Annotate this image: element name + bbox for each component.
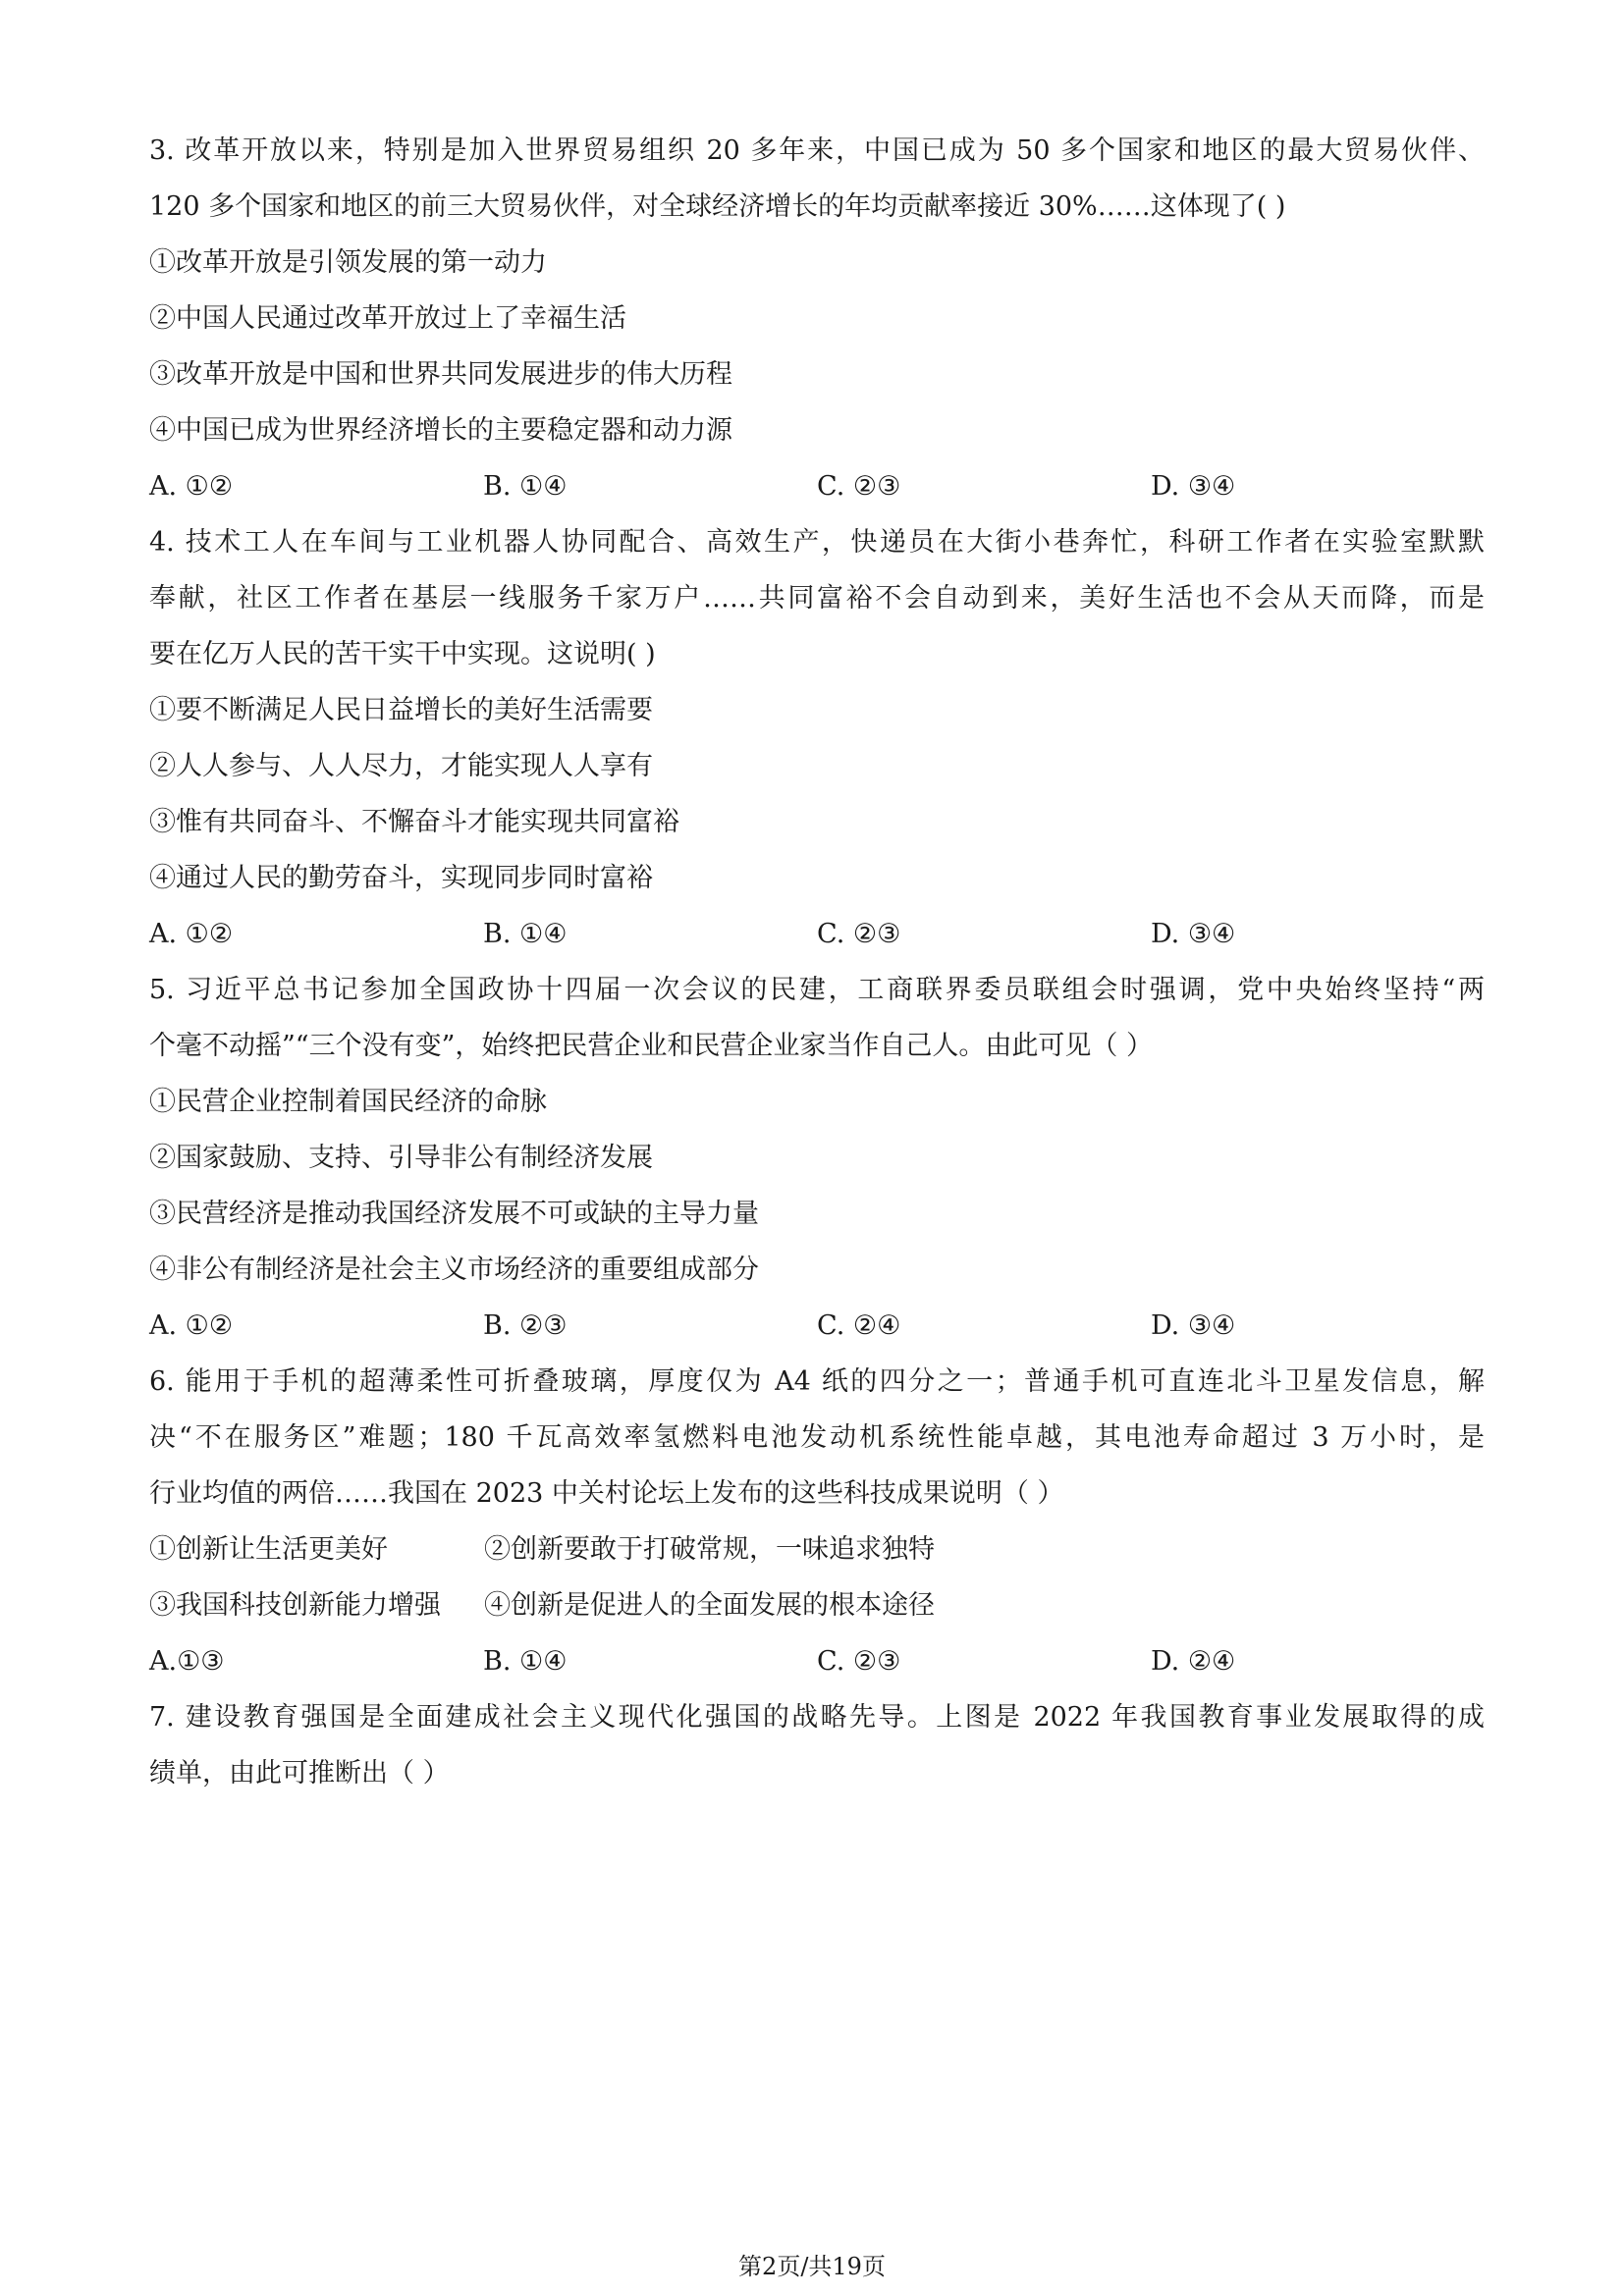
question-7: [149, 1689, 1485, 1801]
option-c: C. ②④: [817, 1310, 901, 1341]
option-a: A. ①②: [149, 1310, 234, 1341]
statement-item: ②中国人民通过改革开放过上了幸福生活: [149, 303, 626, 334]
question-stem-line: 3. 改革开放以来，特别是加入世界贸易组织 20 多年来，中国已成为 50 多个国家和地区的最大贸易伙伴、: [149, 135, 1485, 166]
statement-item: ②国家鼓励、支持、引导非公有制经济发展: [149, 1143, 653, 1173]
question-stem-line: 120 多个国家和地区的前三大贸易伙伴，对全球经济增长的年均贡献率接近 30%……这体现了( ): [149, 191, 1286, 222]
statement-item: ②人人参与、人人尽力，才能实现人人享有: [149, 751, 653, 781]
answer-options: [149, 1298, 1485, 1354]
question-stem-line: 行业均值的两倍……我国在 2023 中关村论坛上发布的这些科技成果说明（ ）: [149, 1478, 1064, 1509]
option-c: C. ②③: [817, 471, 901, 502]
question-stem-line: 7. 建设教育强国是全面建成社会主义现代化强国的战略先导。上图是 2022 年我国教育事业发展取得的成: [149, 1702, 1485, 1733]
question-stem-line: 6. 能用于手机的超薄柔性可折叠玻璃，厚度仅为 A4 纸的四分之一；普通手机可直连北斗卫星发信息，解: [149, 1366, 1485, 1397]
statement-pair: [149, 1577, 1485, 1633]
question-stem-line: 要在亿万人民的苦干实干中实现。这说明( ): [149, 639, 656, 669]
question-stem-line: 4. 技术工人在车间与工业机器人协同配合、高效生产，快递员在大街小巷奔忙，科研工作者在实验室默默: [149, 527, 1485, 558]
option-c: C. ②③: [817, 1646, 901, 1677]
answer-options: [149, 458, 1485, 514]
question-6: [149, 1354, 1485, 1689]
page-number-footer: 第2页/共19页: [738, 2253, 886, 2280]
statement-item: ①要不断满足人民日益增长的美好生活需要: [149, 695, 653, 725]
option-b: B. ①④: [483, 471, 568, 502]
statement-item: ③我国科技创新能力增强: [149, 1590, 441, 1621]
option-d: D. ③④: [1151, 471, 1236, 502]
question-3: [149, 123, 1485, 514]
option-d: D. ③④: [1151, 919, 1236, 949]
answer-options: [149, 1633, 1485, 1689]
option-a: A. ①②: [149, 471, 234, 502]
statement-item: ②创新要敢于打破常规，一味追求独特: [484, 1534, 935, 1565]
option-b: B. ①④: [483, 919, 568, 949]
question-5: [149, 962, 1485, 1354]
question-stem-line: 决“不在服务区”难题；180 千瓦高效率氢燃料电池发动机系统性能卓越，其电池寿命超过 3 万小时，是: [149, 1422, 1485, 1453]
option-d: D. ③④: [1151, 1310, 1236, 1341]
option-a: A. ①②: [149, 919, 234, 949]
question-stem-line: 绩单，由此可推断出（ ）: [149, 1758, 450, 1789]
option-c: C. ②③: [817, 919, 901, 949]
question-4: [149, 514, 1485, 962]
option-b: B. ①④: [483, 1646, 568, 1677]
statement-item: ④创新是促进人的全面发展的根本途径: [484, 1590, 935, 1621]
question-stem-line: 奉献，社区工作者在基层一线服务千家万户……共同富裕不会自动到来，美好生活也不会从天而降，而是: [149, 583, 1485, 614]
statement-item: ④通过人民的勤劳奋斗，实现同步同时富裕: [149, 863, 653, 893]
statement-item: ④中国已成为世界经济增长的主要稳定器和动力源: [149, 415, 732, 446]
answer-options: [149, 906, 1485, 962]
page-content: [149, 123, 1485, 1801]
statement-item: ①民营企业控制着国民经济的命脉: [149, 1087, 547, 1117]
statement-item: ①创新让生活更美好: [149, 1534, 388, 1565]
statement-item: ③惟有共同奋斗、不懈奋斗才能实现共同富裕: [149, 807, 679, 837]
question-stem-line: 5. 习近平总书记参加全国政协十四届一次会议的民建，工商联界委员联组会时强调，党中央始终坚持“两: [149, 975, 1485, 1005]
statement-item: ③改革开放是中国和世界共同发展进步的伟大历程: [149, 359, 732, 390]
option-a: A.①③: [149, 1646, 225, 1677]
question-stem-line: 个毫不动摇”“三个没有变”，始终把民营企业和民营企业家当作自己人。由此可见（ ）: [149, 1031, 1153, 1061]
statement-item: ③民营经济是推动我国经济发展不可或缺的主导力量: [149, 1199, 759, 1229]
statement-item: ①改革开放是引领发展的第一动力: [149, 247, 547, 278]
option-b: B. ②③: [483, 1310, 568, 1341]
statement-pair: [149, 1522, 1485, 1577]
statement-item: ④非公有制经济是社会主义市场经济的重要组成部分: [149, 1255, 759, 1285]
option-d: D. ②④: [1151, 1646, 1236, 1677]
